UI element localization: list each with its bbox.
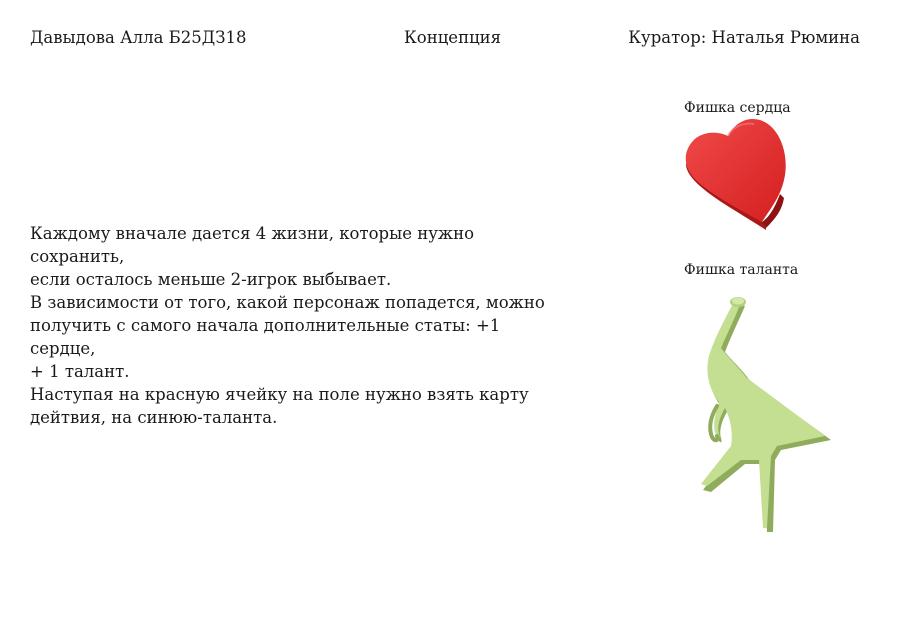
heart-chip-caption: Фишка сердца [684,100,791,116]
heart-icon [676,114,794,232]
text-line: Наступая на красную ячейку на поле нужно взять карту [30,385,529,404]
text-line: Каждому вначале дается 4 жизни, которые нужно сохранить, [30,224,475,266]
talent-figure-icon [693,294,837,534]
concept-text [30,222,550,429]
text-line: получить с самого начала дополнительные статы: +1 сердце, [30,316,501,358]
page-title: Концепция [404,28,502,47]
talent-chip-caption: Фишка таланта [684,262,799,278]
text-line: В зависимости от того, какой персонаж попадется, можно [30,293,545,312]
curator-name: Куратор: Наталья Рюмина [628,28,860,47]
text-line: если осталось меньше 2-игрок выбывает. [30,270,392,289]
text-line: дейтвия, на синюю-таланта. [30,408,278,427]
text-line: + 1 талант. [30,362,130,381]
author-name: Давыдова Алла Б25ДЗ18 [30,28,247,47]
